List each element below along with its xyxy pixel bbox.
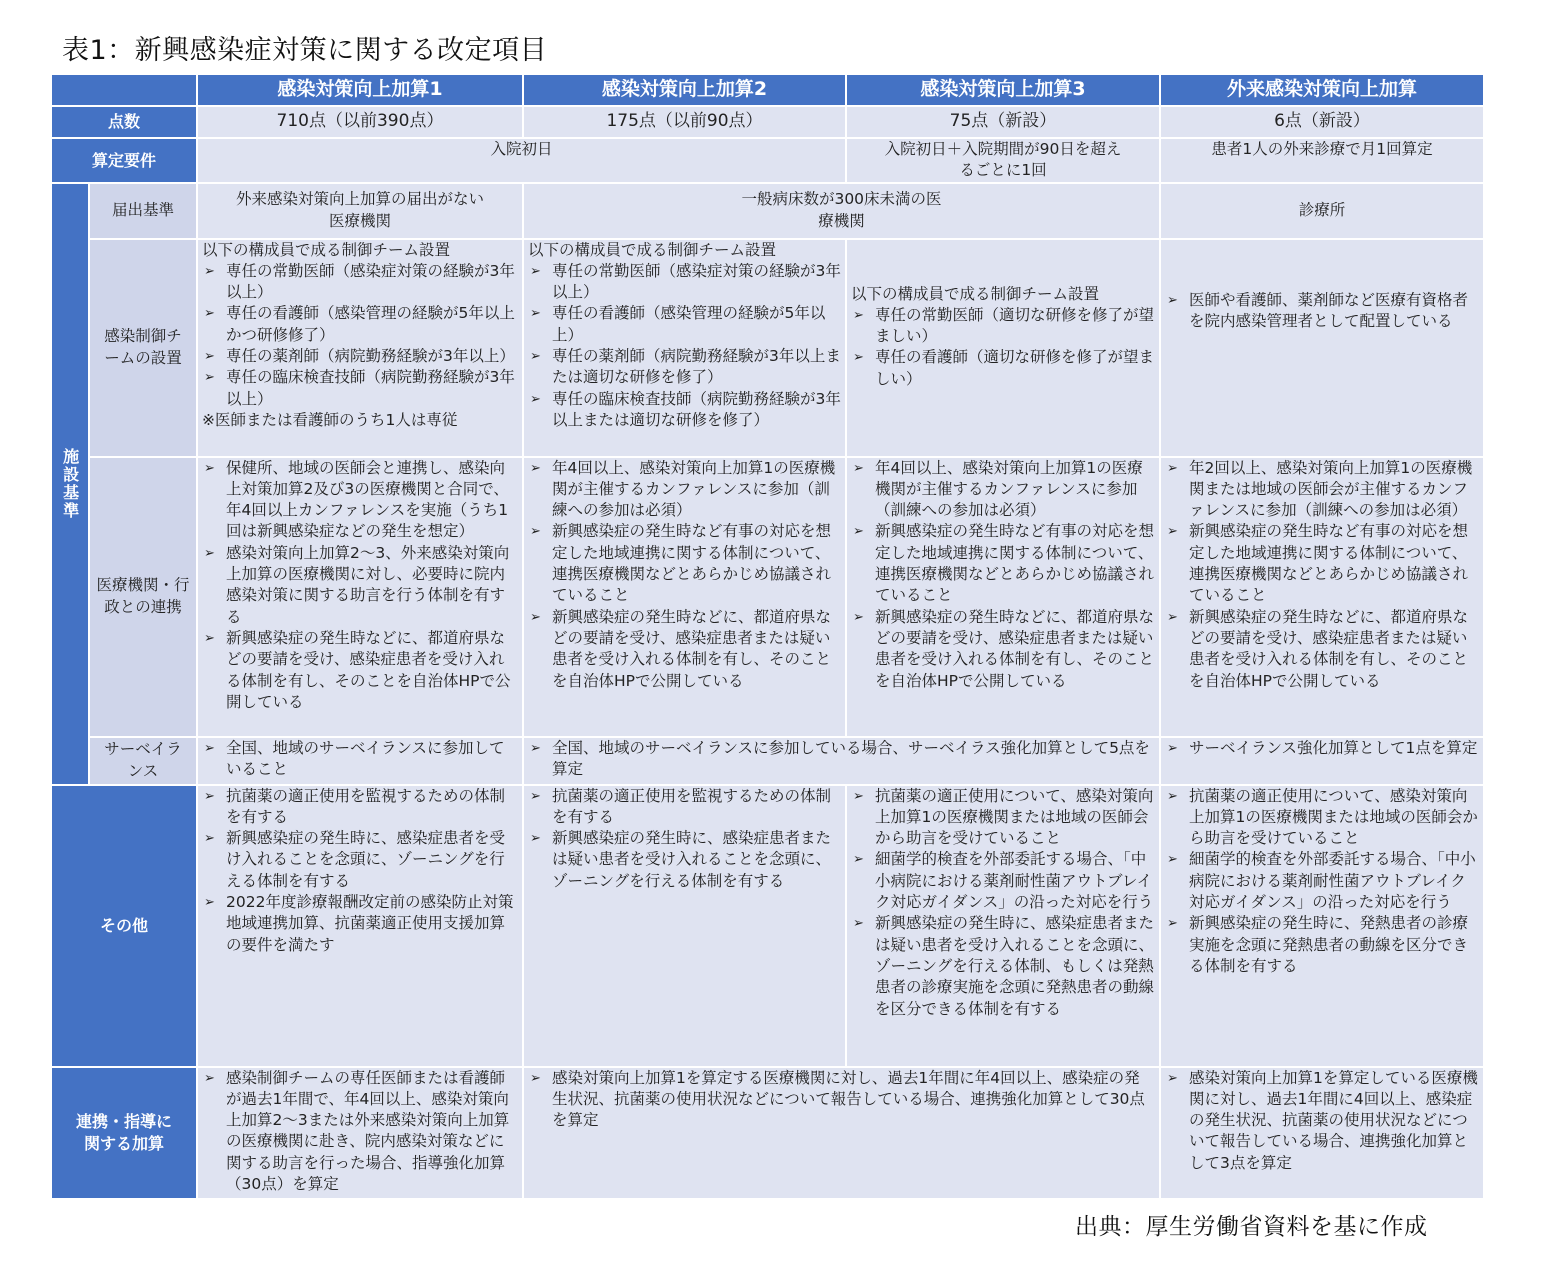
header-row	[51, 74, 1484, 106]
notification-value: 外来感染対策向上加算の届出がない医療機関	[197, 183, 523, 239]
list-item: ➢ 専任の看護師（適切な研修を修了が望ましい）	[851, 347, 1155, 390]
team-intro: 以下の構成員で成る制御チーム設置	[528, 240, 777, 259]
facility-group-label: 施設基準	[51, 183, 89, 785]
other-list	[1165, 786, 1479, 978]
list-item: ➢ 新興感染症の発生時に、感染症患者を受け入れることを念頭に、ゾーニングを行える体制を有する	[202, 828, 518, 892]
notification-value: 診療所	[1160, 183, 1484, 239]
team-cell-3	[846, 239, 1160, 457]
list-item: ➢ 新興感染症の発生時に、感染症患者または疑い患者を受け入れることを念頭に、ゾーニングを行える体制を有する	[528, 828, 841, 892]
list-item: ➢ 専任の薬剤師（病院勤務経験が3年以上）	[202, 346, 518, 367]
guidance-list	[1165, 1068, 1479, 1174]
guidance-cell-23	[523, 1067, 1160, 1199]
list-item: ➢ 保健所、地域の医師会と連携し、感染向上対策加算2及び3の医療機関と合同で、年4回以上カンファレンスを実施（うち1回は新興感染症などの発生を想定）	[202, 458, 518, 543]
points-row	[51, 106, 1484, 138]
notification-label: 届出基準	[89, 183, 197, 239]
coop-list	[851, 458, 1155, 692]
requirement-value: 入院初日	[197, 138, 846, 183]
other-list	[528, 786, 841, 892]
requirement-value: 患者1人の外来診療で月1回算定	[1160, 138, 1484, 183]
team-list	[1165, 290, 1479, 333]
list-item: ➢ 抗菌薬の適正使用を監視するための体制を有する	[202, 786, 518, 829]
team-cell-2	[523, 239, 846, 457]
points-label: 点数	[51, 106, 197, 138]
coop-cell-3	[846, 457, 1160, 737]
coop-list	[202, 458, 518, 714]
list-item: ➢ 細菌学的検査を外部委託する場合、「中小病院における薬剤耐性菌アウトブレイク対応ガイダンス」の沿った対応を行う	[1165, 849, 1479, 913]
list-item: ➢ 新興感染症の発生時など有事の対応を想定した地域連携に関する体制について、連携医療機関などとあらかじめ協議されていること	[1165, 521, 1479, 606]
column-header-3: 感染対策向上加算3	[846, 74, 1160, 106]
list-item: ➢ 専任の臨床検査技師（病院勤務経験が3年以上または適切な研修を修了）	[528, 389, 841, 432]
surveillance-cell-1	[197, 737, 523, 785]
list-item: ➢ 抗菌薬の適正使用を監視するための体制を有する	[528, 786, 841, 829]
surveillance-list	[1165, 738, 1479, 759]
list-item: ➢ 専任の臨床検査技師（病院勤務経験が3年以上）	[202, 367, 518, 410]
notification-value: 一般病床数が300床未満の医療機関	[523, 183, 1160, 239]
surveillance-list	[528, 738, 1155, 781]
list-item: ➢ 感染対策向上加算2～3、外来感染対策向上加算の医療機関に対し、必要時に院内感染対策に関する助言を行う体制を有する	[202, 543, 518, 628]
list-item: ➢ 専任の常勤医師（感染症対策の経験が3年以上）	[528, 261, 841, 304]
column-header-1: 感染対策向上加算1	[197, 74, 523, 106]
list-item: ➢ 新興感染症の発生時などに、都道府県などの要請を受け、感染症患者または疑い患者を受け入れる体制を有し、そのことを自治体HPで公開している	[1165, 607, 1479, 692]
list-item: ➢ 2022年度診療報酬改定前の感染防止対策地域連携加算、抗菌薬適正使用支援加算の要件を満たす	[202, 892, 518, 956]
source-note: 出典：厚生労働省資料を基に作成	[1075, 1214, 1428, 1240]
list-item: ➢ 専任の看護師（感染管理の経験が5年以上）	[528, 303, 841, 346]
list-item: ➢ 全国、地域のサーベイランスに参加している場合、サーベイラス強化加算として5点を算定	[528, 738, 1155, 781]
points-value: 75点（新設）	[846, 106, 1160, 138]
list-item: ➢ 医師や看護師、薬剤師など医療有資格者を院内感染管理者として配置している	[1165, 290, 1479, 333]
list-item: ➢ 年4回以上、感染対策向上加算1の医療機関が主催するカンファレンスに参加（訓練への参加は必須）	[528, 458, 841, 522]
other-list	[851, 786, 1155, 1020]
list-item: ➢ 年4回以上、感染対策向上加算1の医療機関が主催するカンファレンスに参加（訓練への参加は必須）	[851, 458, 1155, 522]
team-cell-4	[1160, 239, 1484, 457]
list-item: ➢ 年2回以上、感染対策向上加算1の医療機関または地域の医師会が主催するカンファレンスに参加（訓練への参加は必須）	[1165, 458, 1479, 522]
list-item: ➢ 細菌学的検査を外部委託する場合、「中小病院における薬剤耐性菌アウトブレイク対応ガイダンス」の沿った対応を行う	[851, 849, 1155, 913]
guidance-cell-1	[197, 1067, 523, 1199]
surveillance-row	[51, 737, 1484, 785]
coop-cell-2	[523, 457, 846, 737]
requirement-value: 入院初日＋入院期間が90日を超えるごとに1回	[846, 138, 1160, 183]
list-item: ➢ 専任の常勤医師（適切な研修を修了が望ましい）	[851, 305, 1155, 348]
list-item: ➢ 感染対策向上加算1を算定する医療機関に対し、過去1年間に年4回以上、感染症の発生状況、抗菌薬の使用状況などについて報告している場合、連携強化加算として30点を算定	[528, 1068, 1155, 1132]
list-item: ➢ 全国、地域のサーベイランスに参加していること	[202, 738, 518, 781]
coop-cell-4	[1160, 457, 1484, 737]
coop-cell-1	[197, 457, 523, 737]
surveillance-list	[202, 738, 518, 781]
coop-label: 医療機関・行政との連携	[89, 457, 197, 737]
list-item: ➢ 抗菌薬の適正使用について、感染対策向上加算1の医療機関または地域の医師会から助言を受けていること	[851, 786, 1155, 850]
surveillance-cell-23	[523, 737, 1160, 785]
other-cell-3	[846, 785, 1160, 1067]
column-header-2: 感染対策向上加算2	[523, 74, 846, 106]
team-cell-1	[197, 239, 523, 457]
guidance-list	[528, 1068, 1155, 1132]
list-item: ➢ サーベイランス強化加算として1点を算定	[1165, 738, 1479, 759]
list-item: ➢ 新興感染症の発生時などに、都道府県などの要請を受け、感染症患者を受け入れる体制を有し、そのことを自治体HPで公開している	[202, 628, 518, 713]
requirement-row	[51, 138, 1484, 183]
guidance-list	[202, 1068, 518, 1196]
guidance-label: 連携・指導に関する加算	[51, 1067, 197, 1199]
list-item: ➢ 感染対策向上加算1を算定している医療機関に対し、過去1年間に4回以上、感染症の発生状況、抗菌薬の使用状況などについて報告している場合、連携強化加算として3点を算定	[1165, 1068, 1479, 1174]
list-item: ➢ 専任の薬剤師（病院勤務経験が3年以上または適切な研修を修了）	[528, 346, 841, 389]
guidance-row	[51, 1067, 1484, 1199]
team-list	[851, 305, 1155, 390]
other-cell-1	[197, 785, 523, 1067]
coop-list	[1165, 458, 1479, 692]
list-item: ➢ 新興感染症の発生時など有事の対応を想定した地域連携に関する体制について、連携医療機関などとあらかじめ協議されていること	[528, 521, 841, 606]
other-cell-2	[523, 785, 846, 1067]
other-label: その他	[51, 785, 197, 1067]
list-item: ➢ 専任の看護師（感染管理の経験が5年以上かつ研修修了）	[202, 303, 518, 346]
team-label: 感染制御チームの設置	[89, 239, 197, 457]
requirement-label: 算定要件	[51, 138, 197, 183]
list-item: ➢ 感染制御チームの専任医師または看護師が過去1年間で、年4回以上、感染対策向上加算2～3または外来感染対策向上加算の医療機関に赴き、院内感染対策などに関する助言を行った場合、指導強化加算（30点）を算定	[202, 1068, 518, 1196]
guidance-cell-4	[1160, 1067, 1484, 1199]
other-list	[202, 786, 518, 956]
list-item: ➢ 新興感染症の発生時に、発熱患者の診療実施を念頭に発熱患者の動線を区分できる体制を有する	[1165, 913, 1479, 977]
list-item: ➢ 新興感染症の発生時などに、都道府県などの要請を受け、感染症患者または疑い患者を受け入れる体制を有し、そのことを自治体HPで公開している	[851, 607, 1155, 692]
list-item: ➢ 抗菌薬の適正使用について、感染対策向上加算1の医療機関または地域の医師会から助言を受けていること	[1165, 786, 1479, 850]
team-note: ※医師または看護師のうち1人は専従	[202, 410, 458, 429]
team-row	[51, 239, 1484, 457]
points-value: 710点（以前390点）	[197, 106, 523, 138]
coop-list	[528, 458, 841, 692]
team-list	[528, 261, 841, 431]
list-item: ➢ 新興感染症の発生時などに、都道府県などの要請を受け、感染症患者または疑い患者を受け入れる体制を有し、そのことを自治体HPで公開している	[528, 607, 841, 692]
corner-cell	[51, 74, 197, 106]
coop-row	[51, 457, 1484, 737]
list-item: ➢ 新興感染症の発生時など有事の対応を想定した地域連携に関する体制について、連携医療機関などとあらかじめ協議されていること	[851, 521, 1155, 606]
other-cell-4	[1160, 785, 1484, 1067]
points-value: 175点（以前90点）	[523, 106, 846, 138]
table-title: 表1：新興感染症対策に関する改定項目	[62, 35, 548, 66]
column-header-4: 外来感染対策向上加算	[1160, 74, 1484, 106]
team-intro: 以下の構成員で成る制御チーム設置	[202, 240, 451, 259]
notification-row	[51, 183, 1484, 239]
list-item: ➢ 専任の常勤医師（感染症対策の経験が3年以上）	[202, 261, 518, 304]
surveillance-cell-4	[1160, 737, 1484, 785]
team-list	[202, 261, 518, 410]
points-value: 6点（新設）	[1160, 106, 1484, 138]
revision-table	[50, 73, 1485, 1200]
other-row	[51, 785, 1484, 1067]
team-intro: 以下の構成員で成る制御チーム設置	[851, 284, 1100, 303]
surveillance-label: サーベイランス	[89, 737, 197, 785]
list-item: ➢ 新興感染症の発生時に、感染症患者または疑い患者を受け入れることを念頭に、ゾーニングを行える体制、もしくは発熱患者の診療実施を念頭に発熱患者の動線を区分できる体制を有する	[851, 913, 1155, 1019]
